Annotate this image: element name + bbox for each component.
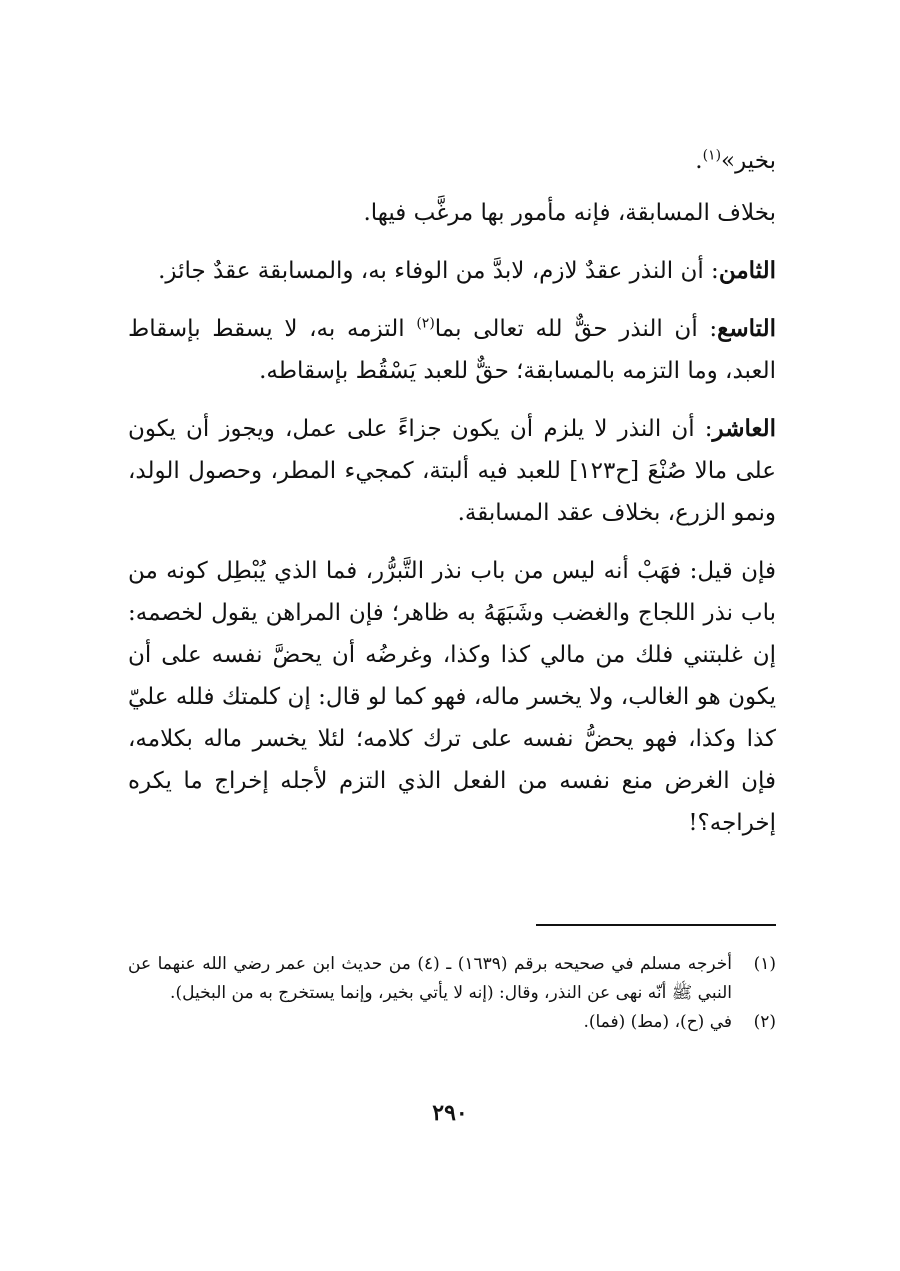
page-number: ٢٩٠ (432, 1100, 468, 1126)
paragraph-text-continued: التزمه به، لا يسقط بإسقاط العبد، وما التزمه بالمسابقة؛ حقٌّ للعبد يَسْقُط بإسقاطه. (128, 316, 776, 384)
continuation-text: بخير» (721, 148, 776, 174)
paragraph-lead: العاشر (712, 415, 776, 442)
paragraph-text: بخلاف المسابقة، فإنه مأمور بها مرغَّب فيها. (363, 200, 776, 226)
footnote-number: (١) (753, 954, 776, 974)
paragraph-text: : أن النذر حقٌّ لله تعالى بما (434, 316, 718, 342)
paragraph-objection (128, 550, 776, 844)
paragraph-eighth (128, 250, 776, 292)
paragraph-lead: الثامن (718, 257, 776, 284)
paragraph-seventh-end (128, 192, 776, 234)
paragraph-text: : أن النذر عقدٌ لازم، لابدَّ من الوفاء به، والمسابقة عقدٌ جائز. (158, 258, 719, 284)
footnote-ref-2[interactable]: (٢) (416, 315, 435, 332)
footnote-text: في (ح)، (مط) (فما). (583, 1012, 732, 1032)
paragraph-ninth (128, 308, 776, 392)
footnote-item (128, 1008, 776, 1037)
main-text (128, 140, 776, 860)
paragraph-tenth (128, 408, 776, 534)
paragraph-text: : أن النذر لا يلزم أن يكون جزاءً على عمل، ويجوز أن يكون على مالا صُنْعَ [ح١٢٣] للعبد فيه ألبتة، كمجيء المطر، وحصول الولد، ونمو الزرع، بخلاف عقد المسابقة. (128, 416, 776, 526)
footnote-text: أخرجه مسلم في صحيحه برقم (١٦٣٩) ـ (٤) من حديث ابن عمر رضي الله عنهما عن النبي ﷺ أنّه نهى عن النذر، وقال: (إنه لا يأتي بخير، وإنما يستخرج به من البخيل). (128, 954, 732, 1003)
continuation-tail: . (695, 148, 703, 174)
paragraph-continuation (128, 140, 776, 182)
footnote-item (128, 950, 776, 1008)
footnote-number: (٢) (753, 1012, 776, 1032)
footnote-divider (536, 924, 776, 926)
paragraph-lead: التاسع (717, 315, 777, 342)
footnotes (128, 950, 776, 1037)
footnote-ref-1[interactable]: (١) (702, 147, 722, 164)
paragraph-text: فإن قيل: فهَبْ أنه ليس من باب نذر التَّبرُّر، فما الذي يُبْطِل كونه من باب نذر اللجاج والغضب وشَبَهَهُ به ظاهر؛ فإن المراهن يقول لخصمه: إن غلبتني فلك من مالي كذا وكذا، وغرضُه أن يحضَّ نفسه على أن يكون هو الغالب، ولا يخسر ماله، فهو كما لو قال: إن كلمتك فلله عليّ كذا وكذا، فهو يحضُّ نفسه على ترك كلامه؛ لئلا يخسر ماله بكلامه، فإن الغرض منع نفسه من الفعل الذي التزم لأجله إخراج ما يكره إخراجه؟! (128, 558, 776, 836)
